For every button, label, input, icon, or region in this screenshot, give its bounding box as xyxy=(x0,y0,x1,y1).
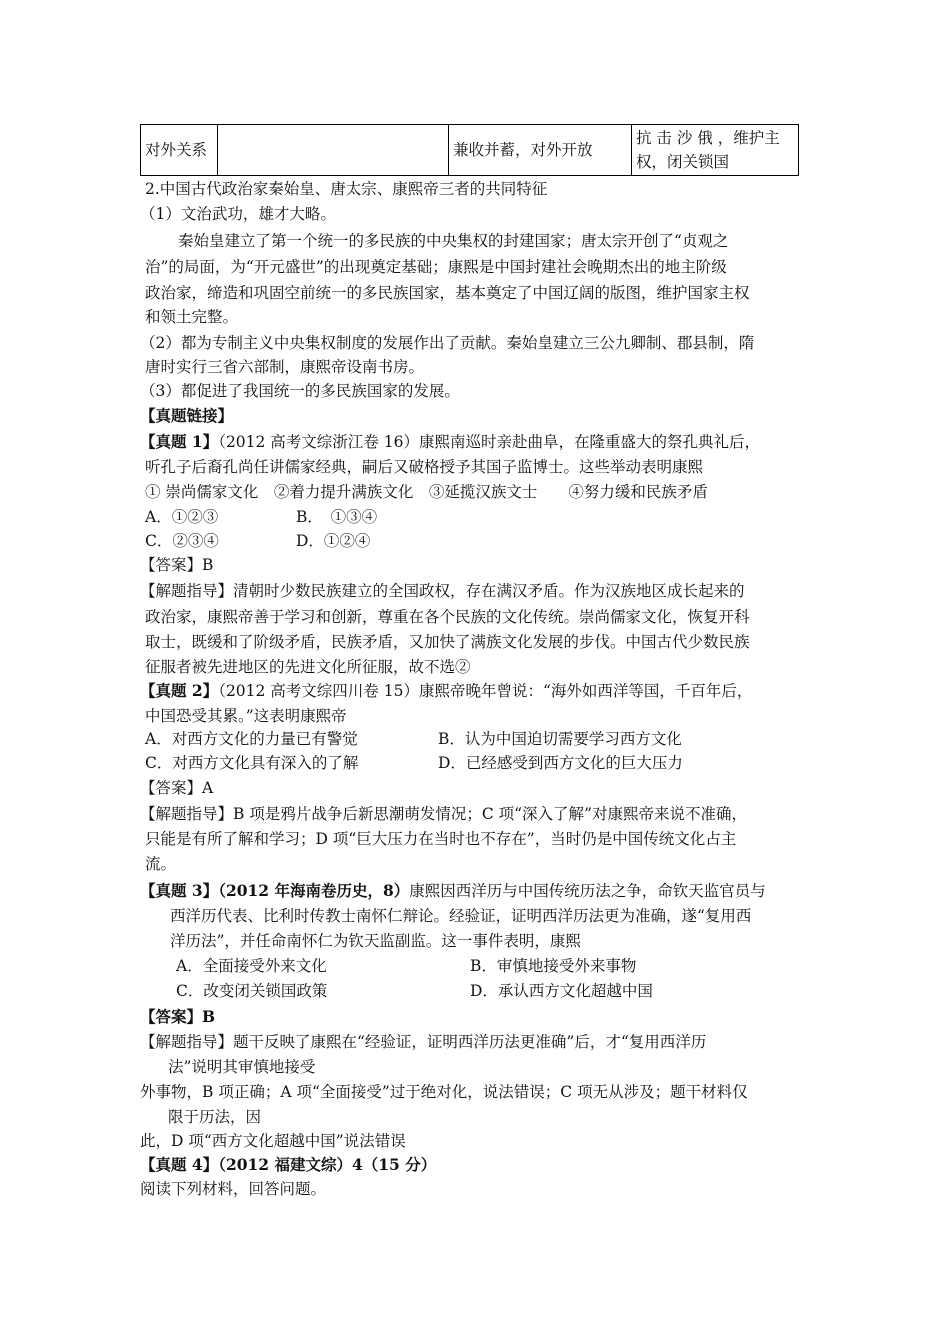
question-tag: 【真题 3】 xyxy=(140,881,219,900)
option-c: C．对西方文化具有深入的了解 xyxy=(145,754,359,772)
kangxi-cell xyxy=(632,125,799,176)
question-stem-line: 中国恐受其累。”这表明康熙帝 xyxy=(145,707,347,725)
paragraph-line: 和领土完整。 xyxy=(145,308,239,326)
question-tag: 【真题 1】 xyxy=(140,432,219,451)
question-stem-line: 洋历法”，并任命南怀仁为钦天监副监。这一事件表明，康熙 xyxy=(170,932,581,950)
link-heading: 【真题链接】 xyxy=(140,406,234,425)
paragraph-line: （2）都为专制主义中央集权制度的发展作出了贡献。秦始皇建立三公九卿制、郡县制，隋 xyxy=(140,334,755,352)
question-stem-line: 【真题 2】（2012 高考文综四川卷 15）康熙帝晚年曾说：“海外如西洋等国，千百年后， xyxy=(140,681,753,700)
option-d: D．承认西方文化超越中国 xyxy=(470,982,653,1000)
option-a: A．全面接受外来文化 xyxy=(176,957,327,975)
answer: 【答案】A xyxy=(140,779,214,797)
instruction: 阅读下列材料，回答问题。 xyxy=(140,1180,327,1198)
guide-line: 征服者被先进地区的先进文化所征服，故不选② xyxy=(145,658,471,676)
option-c: C．改变闭关锁国政策 xyxy=(176,982,328,1000)
kangxi-cell-line: 权，闭关锁国 xyxy=(636,153,730,171)
paragraph-line: 治”的局面，为“开元盛世”的出现奠定基础；康熙是中国封建社会晚期杰出的地主阶级 xyxy=(145,258,727,276)
paragraph-title: （1）文治武功，雄才大略。 xyxy=(140,205,336,223)
guide-line: 限于历法，因 xyxy=(168,1108,262,1126)
tang-cell: 兼收并蓄，对外开放 xyxy=(449,125,632,176)
paragraph-line: 秦始皇建立了第一个统一的多民族的中央集权的封建国家；唐太宗开创了“贞观之 xyxy=(178,232,729,250)
option-b: B．审慎地接受外来事物 xyxy=(470,957,637,975)
guide-line: 【解题指导】清朝时少数民族建立的全国政权，存在满汉矛盾。作为汉族地区成长起来的 xyxy=(140,582,745,600)
guide-line: 流。 xyxy=(145,855,177,873)
question-source: （2012 福建文综）4（15 分） xyxy=(218,1155,437,1174)
row-label-cell: 对外关系 xyxy=(141,125,218,176)
option-a: A．①②③ xyxy=(145,508,219,526)
question-stem-line: 听孔子后裔孔尚任讲儒家经典，嗣后又破格授予其国子监博士。这些举动表明康熙 xyxy=(145,458,704,476)
question-tag: 【真题 4】 xyxy=(140,1155,219,1174)
question-source: （2012 年海南卷历史，8） xyxy=(218,881,410,900)
section-heading: 2.中国古代政治家秦始皇、唐太宗、康熙帝三者的共同特征 xyxy=(145,180,548,198)
table-row xyxy=(141,125,799,176)
guide-line: 外事物，B 项正确；A 项“全面接受”过于绝对化，说法错误；C 项无从涉及；题干材料仅 xyxy=(140,1083,748,1101)
answer: 【答案】B xyxy=(140,556,214,574)
comparison-table xyxy=(140,124,799,176)
option-c: C．②③④ xyxy=(145,532,219,550)
question-stem-line: 西洋历代表、比利时传教士南怀仁辩论。经验证，证明西洋历法更为准确，遂“复用西 xyxy=(170,907,752,925)
guide-line: 【解题指导】题干反映了康熙在“经验证，证明西洋历法更准确”后，才“复用西洋历 xyxy=(140,1033,707,1051)
guide-line: 【解题指导】B 项是鸦片战争后新思潮萌发情况；C 项“深入了解”对康熙帝来说不准确， xyxy=(140,805,747,823)
option-d: D．①②④ xyxy=(296,532,371,550)
guide-line: 取士，既缓和了阶级矛盾，民族矛盾，又加快了满族文化发展的步伐。中国古代少数民族 xyxy=(145,633,750,651)
kangxi-cell-line: 抗 击 沙 俄 ，维护主 xyxy=(636,129,780,147)
question-items: ① 崇尚儒家文化 ②着力提升满族文化 ③延揽汉族文士 ④努力缓和民族矛盾 xyxy=(145,483,708,501)
paragraph-line: 政治家，缔造和巩固空前统一的多民族国家，基本奠定了中国辽阔的版图，维护国家主权 xyxy=(145,284,750,302)
question-stem-line: 【真题 1】（2012 高考文综浙江卷 16）康熙南巡时亲赴曲阜，在隆重盛大的祭孔典礼后， xyxy=(140,432,760,451)
option-d: D．已经感受到西方文化的巨大压力 xyxy=(438,754,683,772)
question-stem-line xyxy=(140,1154,436,1176)
question-stem-line: 【真题 3】（2012 年海南卷历史，8）康熙因西洋历与中国传统历法之争，命钦天监官员与 xyxy=(140,881,766,900)
option-b: B．认为中国迫切需要学习西方文化 xyxy=(438,730,682,748)
option-a: A．对西方文化的力量已有警觉 xyxy=(145,730,358,748)
qin-cell xyxy=(218,125,449,176)
guide-line: 法”说明其审慎地接受 xyxy=(168,1058,316,1076)
answer: 【答案】B xyxy=(140,1007,216,1026)
option-b: B． ①③④ xyxy=(296,508,378,526)
guide-line: 只能是有所了解和学习；D 项“巨大压力在当时也不存在”，当时仍是中国传统文化占主 xyxy=(145,830,737,848)
guide-line: 此，D 项“西方文化超越中国”说法错误 xyxy=(140,1132,406,1150)
paragraph-line: 唐时实行三省六部制，康熙帝设南书房。 xyxy=(145,358,425,376)
paragraph-line: （3）都促进了我国统一的多民族国家的发展。 xyxy=(140,382,460,400)
guide-line: 政治家，康熙帝善于学习和创新，尊重在各个民族的文化传统。崇尚儒家文化，恢复开科 xyxy=(145,608,750,626)
question-tag: 【真题 2】 xyxy=(140,681,219,700)
